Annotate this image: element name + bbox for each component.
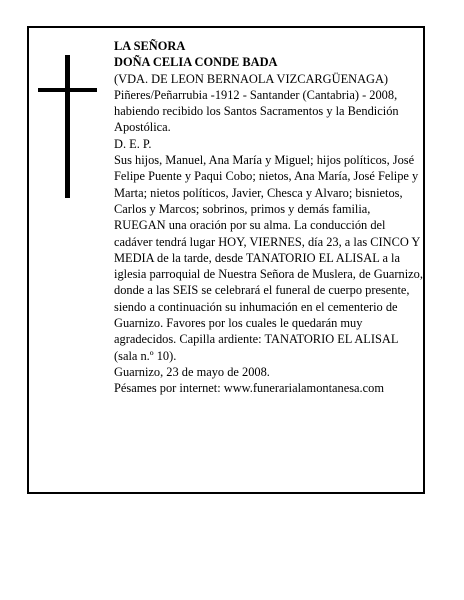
widow-of-line: (VDA. DE LEON BERNAOLA VIZCARGÜENAGA) bbox=[114, 71, 389, 86]
notice-heading: LA SEÑORA bbox=[114, 39, 186, 53]
obituary-text bbox=[114, 38, 424, 397]
condolences-line: Pésames por internet: www.funerarialamontanesa.com bbox=[114, 381, 384, 396]
cross-icon bbox=[65, 55, 70, 198]
origin-line: Piñeres/Peñarrubia -1912 - Santander (Cantabria) - 2008, bbox=[114, 87, 398, 102]
sacraments-line: habiendo recibido los Santos Sacramentos y la Bendición Apostólica. bbox=[114, 104, 399, 135]
cross-icon-bar bbox=[38, 88, 97, 92]
deceased-name: DOÑA CELIA CONDE BADA bbox=[114, 55, 278, 70]
dep-line: D. E. P. bbox=[114, 136, 152, 151]
request-paragraph: RUEGAN una oración por su alma. La conducción del cadáver tendrá lugar HOY, VIERNES, día 23, a las CINCO Y MEDIA de la tarde, desde TANATORIO EL ALISAL a la iglesia parroquial de Nuestra Señora de Muslera, de Guarnizo, donde a las SEIS se celebrará el funeral de cuerpo presente, siendo a continuación su inhumación en el cementerio de Guarnizo. Favores por los cuales le quedarán muy agradecidos. Capilla ardiente: TANATORIO EL ALISAL (sala n.º 10). bbox=[114, 218, 423, 363]
family-paragraph: Sus hijos, Manuel, Ana María y Miguel; hijos políticos, José Felipe Puente y Paqui Cobo; nietos, Ana María, José Felipe y Marta; nietos políticos, Javier, Chesca y Alvaro; bisnietos, Carlos y Marcos; sobrinos, primos y demás familia, bbox=[114, 153, 419, 216]
place-date-line: Guarnizo, 23 de mayo de 2008. bbox=[114, 364, 270, 379]
